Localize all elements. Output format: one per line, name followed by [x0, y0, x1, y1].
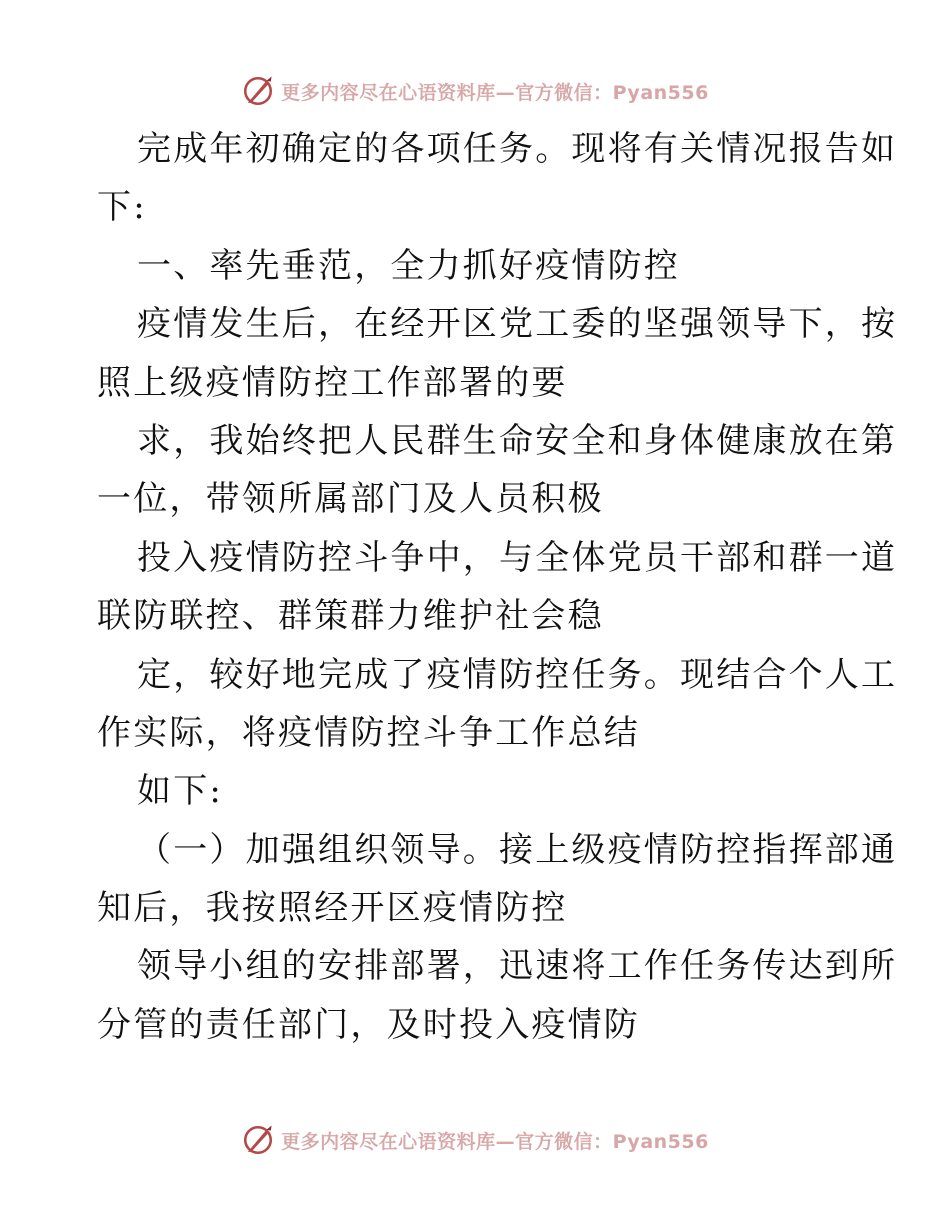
text-line: 如下: — [137, 771, 224, 812]
text-line: 疫情发生后，在经开区党工委的坚强领导下，按 — [137, 304, 898, 345]
text-line: 作实际，将疫情防控斗争工作总结 — [97, 712, 640, 753]
quill-circle-icon — [241, 74, 275, 108]
text-line: 一位，带领所属部门及人员积极 — [97, 479, 604, 520]
document-body — [97, 120, 898, 1054]
banner-text: 更多内容尽在心语资料库—官方微信：Pyan556 — [281, 1130, 709, 1153]
text-line: 知后，我按照经开区疫情防控 — [97, 888, 568, 929]
banner-text: 更多内容尽在心语资料库—官方微信：Pyan556 — [281, 81, 709, 104]
text-line: 联防联控、群策群力维护社会稳 — [97, 596, 604, 637]
text-line: 领导小组的安排部署，迅速将工作任务传达到所 — [137, 946, 898, 987]
text-line: 一、率先垂范，全力抓好疫情防控 — [137, 245, 680, 286]
text-line: 分管的责任部门，及时投入疫情防 — [97, 1004, 640, 1045]
text-line: 照上级疫情防控工作部署的要 — [97, 362, 568, 403]
text-line: 求，我始终把人民群生命安全和身体健康放在第 — [137, 420, 898, 461]
text-line: 完成年初确定的各项任务。现将有关情况报告如 — [137, 129, 898, 169]
text-line: 定，较好地完成了疫情防控任务。现结合个人工 — [137, 654, 898, 695]
footer-banner — [0, 1120, 950, 1160]
text-line: 投入疫情防控斗争中，与全体党员干部和群一道 — [137, 537, 898, 578]
text-line: 下: — [97, 187, 147, 228]
quill-circle-icon — [241, 1123, 275, 1157]
text-line: （一）加强组织领导。接上级疫情防控指挥部通 — [137, 829, 898, 870]
header-banner — [0, 71, 950, 111]
